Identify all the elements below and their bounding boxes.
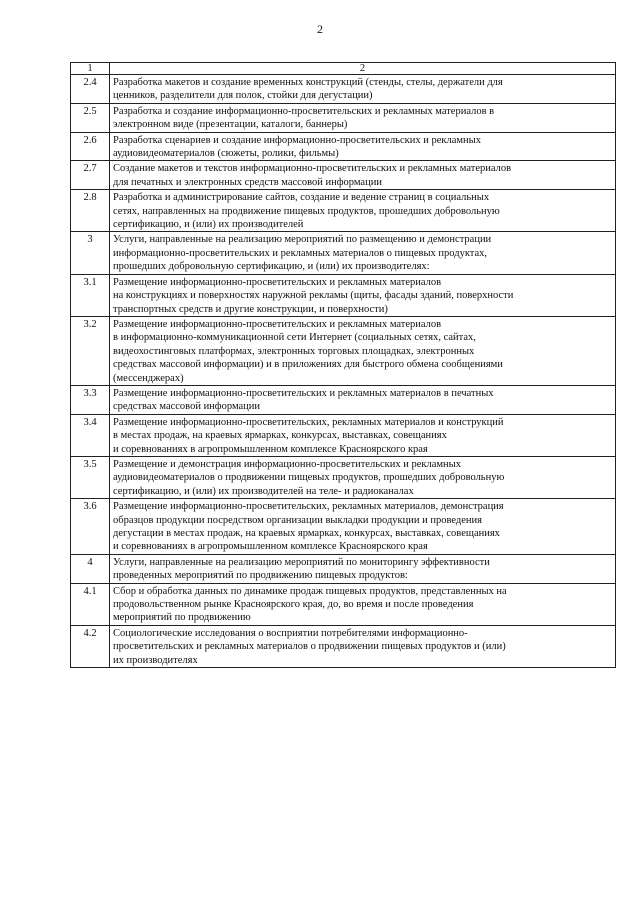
column-header-description: 2 (110, 63, 616, 75)
row-number: 3.4 (71, 414, 110, 456)
description-line: Услуги, направленные на реализацию мероприятий по размещению и демонстрации (113, 234, 492, 246)
row-description (110, 414, 616, 456)
description-line: мероприятий по продвижению (113, 612, 251, 624)
row-number: 2.5 (71, 103, 110, 132)
row-description (110, 132, 616, 161)
row-number: 4.1 (71, 583, 110, 625)
description-line: в информационно-коммуникационной сети Интернет (социальных сетях, сайтах, (113, 332, 476, 344)
description-line: и соревнованиях в агропромышленном комплексе Красноярского края (113, 443, 428, 455)
table-row (71, 456, 616, 498)
row-description (110, 554, 616, 583)
description-line: Услуги, направленные на реализацию мероприятий по мониторингу эффективности (113, 556, 490, 568)
table-row (71, 625, 616, 667)
description-line: Размещение информационно-просветительских и рекламных материалов в печатных (113, 387, 494, 399)
description-line: Размещение информационно-просветительских, рекламных материалов, демонстрация (113, 501, 504, 513)
table-row (71, 132, 616, 161)
row-description (110, 232, 616, 274)
row-description (110, 499, 616, 555)
description-line: аудиовидеоматериалов (сюжеты, ролики, фильмы) (113, 148, 339, 160)
description-line: Размещение и демонстрация информационно-просветительских и рекламных (113, 458, 461, 470)
description-line: Разработка макетов и создание временных конструкций (стенды, стелы, держатели для (113, 77, 503, 88)
description-line: (мессенджерах) (113, 372, 184, 384)
row-number: 4 (71, 554, 110, 583)
table-row (71, 554, 616, 583)
description-line: сертификацию, и (или) их производителей на теле- и радиоканалах (113, 485, 414, 497)
description-line: Разработка сценариев и создание информационно-просветительских и рекламных (113, 134, 481, 146)
table-row (71, 274, 616, 316)
table-row (71, 414, 616, 456)
row-description (110, 75, 616, 104)
description-line: просветительских и рекламных материалов о продвижении пищевых продуктов и (или) (113, 641, 506, 653)
description-line: сертификацию, и (или) их производителей (113, 219, 304, 231)
description-line: средствах массовой информации) и в приложениях для быстрого обмена сообщениями (113, 359, 503, 371)
column-header-number: 1 (71, 63, 110, 75)
row-description (110, 583, 616, 625)
description-line: информационно-просветительских и рекламных материалов о пищевых продуктах, (113, 247, 488, 259)
description-line: прошедших добровольную сертификацию, и (или) их производителях: (113, 261, 430, 273)
services-table (70, 62, 616, 668)
description-line: Размещение информационно-просветительских, рекламных материалов и конструкций (113, 416, 504, 428)
table-row (71, 499, 616, 555)
description-line: и соревнованиях в агропромышленном комплексе Красноярского края (113, 541, 428, 553)
row-number: 2.6 (71, 132, 110, 161)
table-row (71, 103, 616, 132)
description-line: аудиовидеоматериалов о продвижении пищевых продуктов, прошедших добровольную (113, 472, 505, 484)
description-line: электронном виде (презентации, каталоги, баннеры) (113, 119, 348, 131)
page-number: 2 (317, 22, 323, 36)
description-line: Сбор и обработка данных по динамике продаж пищевых продуктов, представленных на (113, 585, 507, 597)
row-number: 3.2 (71, 316, 110, 385)
description-line: их производителях (113, 654, 198, 666)
row-description (110, 316, 616, 385)
row-description (110, 274, 616, 316)
table-row (71, 583, 616, 625)
row-number: 2.8 (71, 190, 110, 232)
table-body (71, 63, 616, 668)
row-description (110, 161, 616, 190)
description-line: транспортных средств и другие конструкции, и поверхности) (113, 303, 388, 315)
description-line: для печатных и электронных средств массовой информации (113, 176, 382, 188)
description-line: Разработка и создание информационно-просветительских и рекламных материалов в (113, 105, 495, 117)
description-line: в местах продаж, на краевых ярмарках, конкурсах, выставках, совещаниях (113, 430, 447, 442)
row-number: 3.5 (71, 456, 110, 498)
description-line: видеохостинговых платформах, электронных торговых площадках, электронных (113, 345, 475, 357)
row-description (110, 190, 616, 232)
description-line: Размещение информационно-просветительских и рекламных материалов (113, 276, 442, 288)
row-description (110, 103, 616, 132)
row-number: 3.1 (71, 274, 110, 316)
description-line: сетях, направленных на продвижение пищевых продуктов, прошедших добровольную (113, 205, 500, 217)
row-number: 4.2 (71, 625, 110, 667)
table-row (71, 316, 616, 385)
row-number: 2.7 (71, 161, 110, 190)
table-row (71, 75, 616, 104)
row-description (110, 385, 616, 414)
row-description (110, 625, 616, 667)
description-line: Размещение информационно-просветительских и рекламных материалов (113, 318, 442, 330)
row-number: 3.3 (71, 385, 110, 414)
description-line: средствах массовой информации (113, 401, 261, 413)
description-line: Создание макетов и текстов информационно-просветительских и рекламных материалов (113, 163, 512, 175)
description-line: дегустации в местах продаж, на краевых ярмарках, конкурсах, выставках, совещаниях (113, 528, 500, 539)
table-header-row (71, 63, 616, 75)
table-row (71, 161, 616, 190)
description-line: ценников, разделители для полок, стойки для дегустации) (113, 90, 373, 102)
description-line: проведенных мероприятий по продвижению пищевых продуктов: (113, 570, 408, 582)
description-line: Разработка и администрирование сайтов, создание и ведение страниц в социальных (113, 192, 490, 204)
row-number: 3 (71, 232, 110, 274)
row-number: 2.4 (71, 75, 110, 104)
row-description (110, 456, 616, 498)
table-row (71, 385, 616, 414)
description-line: на конструкциях и поверхностях наружной рекламы (щиты, фасады зданий, поверхности (113, 290, 514, 302)
table-row (71, 190, 616, 232)
row-number: 3.6 (71, 499, 110, 555)
description-line: продовольственном рынке Красноярского края, до, во время и после проведения (113, 599, 474, 611)
table-row (71, 232, 616, 274)
description-line: образцов продукции посредством организации выкладки продукции и проведения (113, 514, 482, 526)
description-line: Социологические исследования о восприятии потребителями информационно- (113, 627, 468, 639)
